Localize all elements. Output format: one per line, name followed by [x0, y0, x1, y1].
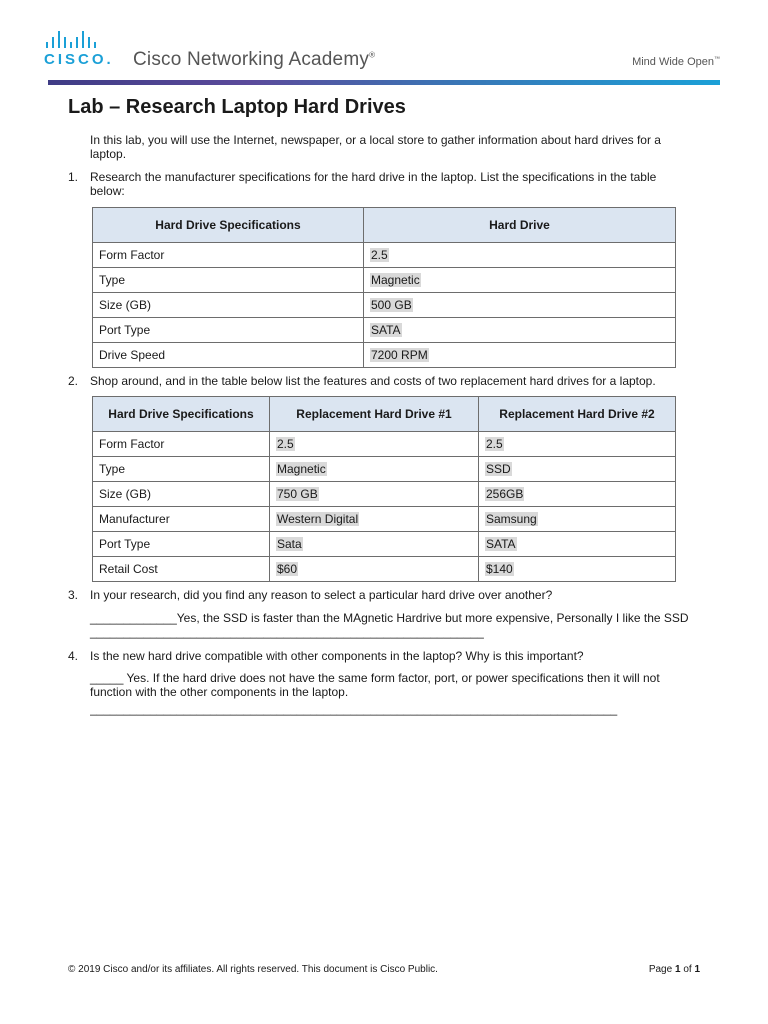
table-cell — [364, 293, 676, 318]
table-cell — [270, 432, 479, 457]
table-row — [93, 243, 676, 268]
answer-value: 2.5 — [486, 437, 503, 451]
table-cell: Port Type — [93, 532, 270, 557]
answer-4-text: _____ Yes. If the hard drive does not have the same form factor, port, or power specifications then it will not function with the other components in the laptop. — [90, 671, 660, 699]
logo-dot: . — [106, 51, 114, 68]
trademark-mark: ™ — [714, 56, 720, 63]
page-of: of — [683, 964, 692, 975]
answer-value: Magnetic — [371, 273, 420, 287]
table-cell — [270, 557, 479, 582]
intro-text: In this lab, you will use the Internet, newspaper, or a local store to gather information about hard drives for a laptop. — [90, 133, 661, 161]
table-cell: Port Type — [93, 318, 364, 343]
table-cell: Form Factor — [93, 243, 364, 268]
step-text: Research the manufacturer specifications for the hard drive in the laptop. List the specifications in the table below: — [90, 170, 657, 198]
footer-copyright: © 2019 Cisco and/or its affiliates. All rights reserved. This document is Cisco Public. — [68, 964, 438, 975]
table-header-row — [93, 208, 676, 243]
table-row — [93, 432, 676, 457]
page-label: Page — [648, 964, 673, 975]
table-cell — [479, 532, 676, 557]
answer-value: 500 GB — [371, 298, 412, 312]
table-row — [93, 482, 676, 507]
table-row — [93, 293, 676, 318]
table-row — [93, 532, 676, 557]
step-number: 1. — [68, 170, 79, 184]
answer-value: $60 — [277, 562, 298, 576]
table-cell — [479, 557, 676, 582]
step-text: In your research, did you find any reason to select a particular hard drive over another? — [90, 588, 553, 602]
table-cell: Type — [93, 457, 270, 482]
table-cell — [270, 507, 479, 532]
answer-3-text: _____________Yes, the SSD is faster than the MAgnetic Hardrive but more expensive, Personally I like the SSD ___________________________________________________________ — [90, 611, 689, 639]
table-cell: Type — [93, 268, 364, 293]
table-header-row — [93, 397, 676, 432]
table-header-cell: Hard Drive Specifications — [93, 397, 270, 432]
answer-value: 750 GB — [277, 487, 318, 501]
table-header-cell: Hard Drive Specifications — [93, 208, 364, 243]
table-cell: Retail Cost — [93, 557, 270, 582]
answer-value: $140 — [486, 562, 513, 576]
table-cell — [270, 457, 479, 482]
table-header-cell: Hard Drive — [364, 208, 676, 243]
step-text: Is the new hard drive compatible with other components in the laptop? Why is this important? — [90, 649, 584, 663]
page-title: Lab – Research Laptop Hard Drives — [68, 96, 406, 118]
step-number: 4. — [68, 649, 79, 663]
page-current: 1 — [674, 964, 681, 975]
table-cell — [364, 268, 676, 293]
step-number: 2. — [68, 374, 79, 388]
academy-name: Cisco Networking Academy — [133, 49, 370, 70]
answer-value: 2.5 — [371, 248, 388, 262]
answer-value: SATA — [371, 323, 401, 337]
step-number: 3. — [68, 588, 79, 602]
table-header-cell: Replacement Hard Drive #1 — [270, 397, 479, 432]
table-cell: Size (GB) — [93, 293, 364, 318]
answer-value: Western Digital — [277, 512, 359, 526]
hard-drive-table — [92, 207, 676, 368]
footer-page-number — [649, 964, 700, 975]
answer-value: Sata — [277, 537, 302, 551]
table-cell — [479, 482, 676, 507]
answer-value: 7200 RPM — [371, 348, 428, 362]
table-row — [93, 268, 676, 293]
replacement-drive-table — [92, 396, 676, 582]
registered-mark: ® — [369, 50, 376, 60]
answer-value: 256GB — [486, 487, 524, 501]
table-row — [93, 457, 676, 482]
table-row — [93, 507, 676, 532]
table-header-cell: Replacement Hard Drive #2 — [479, 397, 676, 432]
table-row — [93, 318, 676, 343]
step-text: Shop around, and in the table below list the features and costs of two replacement hard drives for a laptop. — [90, 374, 656, 388]
answer-value: 2.5 — [277, 437, 294, 451]
table-cell — [364, 318, 676, 343]
answer-4-line: _______________________________________________________________________________ — [90, 702, 618, 716]
answer-value: SATA — [486, 537, 516, 551]
answer-value: SSD — [486, 462, 511, 476]
answer-value: Magnetic — [277, 462, 326, 476]
page-total: 1 — [694, 964, 700, 975]
table-cell — [270, 482, 479, 507]
logo-word: CISCO — [44, 51, 107, 68]
tagline: Mind Wide Open — [632, 56, 714, 68]
table-cell — [270, 532, 479, 557]
header-divider — [48, 80, 720, 85]
table-cell — [364, 243, 676, 268]
table-cell — [479, 507, 676, 532]
table-cell: Size (GB) — [93, 482, 270, 507]
answer-value: Samsung — [486, 512, 537, 526]
table-cell — [479, 457, 676, 482]
table-cell: Manufacturer — [93, 507, 270, 532]
cisco-bars-icon — [46, 30, 119, 48]
table-cell: Form Factor — [93, 432, 270, 457]
table-row — [93, 557, 676, 582]
table-cell — [479, 432, 676, 457]
table-cell: Drive Speed — [93, 343, 364, 368]
cisco-logo — [44, 30, 119, 70]
table-cell — [364, 343, 676, 368]
table-row — [93, 343, 676, 368]
page-header — [0, 0, 768, 90]
